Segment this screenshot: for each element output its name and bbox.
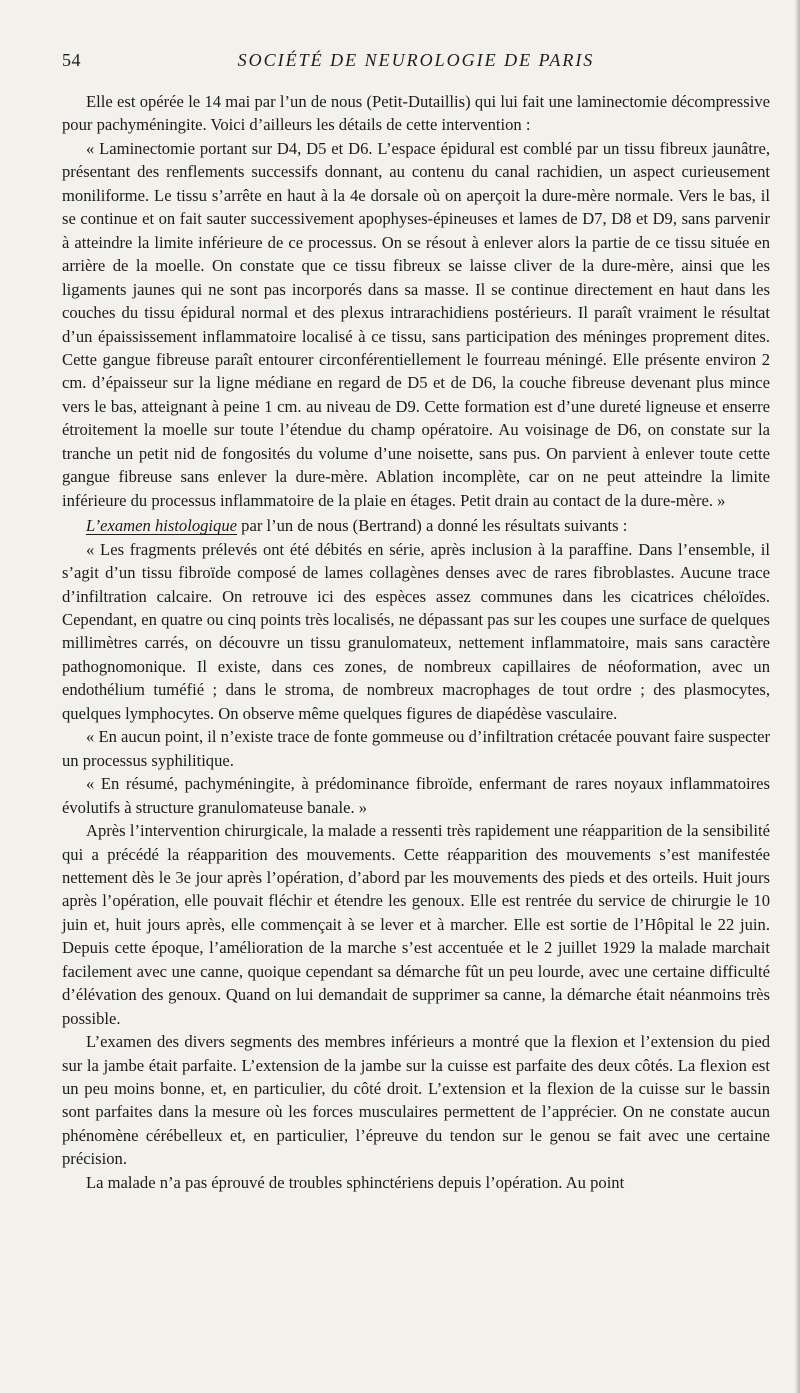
paragraph-limb-examination: L’examen des divers segments des membres inférieurs a montré que la flexion et l’extension du pied sur la jambe était parfaite. L’extension de la jambe sur la cuisse est parfaite des deux côtés. La flexion est un peu moins bonne, et, en particulier, du côté droit. L’extension et la flexion de la cuisse sur le bassin sont parfaites dans la mesure où les forces musculaires permettent de l’apprécier. On ne constate aucun phénomène cérébelleux et, en particulier, l’épreuve du tendon sur le genou se fait avec une certaine précision. xyxy=(62,1032,770,1169)
running-title: SOCIÉTÉ DE NEUROLOGIE DE PARIS xyxy=(237,50,595,70)
paragraph-no-syphilis: « En aucun point, il n’existe trace de fonte gommeuse ou d’infiltration crétacée pouvant faire suspecter un processus syphilitique. xyxy=(62,727,770,770)
paragraph-summary: « En résumé, pachyméningite, à prédominance fibroïde, enfermant de rares noyaux inflammatoires évolutifs à structure granulomateuse banale. » xyxy=(62,774,770,817)
paragraph-histology-intro xyxy=(62,514,770,537)
histology-intro-rest: par l’un de nous (Bertrand) a donné les résultats suivants : xyxy=(237,516,628,536)
histology-lead: L’examen histologique xyxy=(86,516,238,536)
paragraph-sphincter: La malade n’a pas éprouvé de troubles sphinctériens depuis l’opération. Au point xyxy=(86,1172,625,1192)
page-edge-shadow xyxy=(795,0,800,1393)
page-header xyxy=(62,50,770,76)
paragraph-operation-intro: Elle est opérée le 14 mai par l’un de nous (Petit-Dutaillis) qui lui fait une laminectomie décompressive pour pachyméningite. Voici d’ailleurs les détails de cette intervention : xyxy=(62,92,770,135)
paragraph-surgical-report: « Laminectomie portant sur D4, D5 et D6. L’espace épidural est comblé par un tissu fibreux jaunâtre, présentant des renflements successifs donnant, au contenu du canal rachidien, un aspect curieusement moniliforme. Le tissu s’arrête en haut à la 4e dorsale où on aperçoit la dure-mère normale. Vers le bas, il se continue et on fait sauter successivement apophyses-épineuses et lames de D7, D8 et D9, sans parvenir à atteindre la limite inférieure de ce processus. On se résout à enlever alors la partie de ce tissu située en arrière de la moelle. On constate que ce tissu fibreux se laisse cliver de la dure-mère, ainsi que les ligaments jaunes qui ne sont pas incorporés dans sa masse. Il se continue directement en haut dans les couches du tissu épidural normal et des plexus intrarachidiens postérieurs. Il paraît vraiment le résultat d’un épaississement inflammatoire localisé à ce tissu, sans participation des méninges proprement dites. Cette gangue fibreuse paraît entourer circonférentiellement le fourreau méningé. Elle présente environ 2 cm. d’épaisseur sur la ligne médiane en regard de D5 et de D6, la couche fibreuse devenant plus mince vers le bas, atteignant à peine 1 cm. au niveau de D9. Cette formation est d’une dureté ligneuse et enserre étroitement la moelle sur toute l’étendue du champ opératoire. Au voisinage de D6, on constate sur la tranche un petit nid de fongosités du volume d’une noisette, sans pus. On parvient à enlever toute cette gangue fibreuse sans enlever la dure-mère. Ablation incomplète, car on ne peut atteindre la limite inférieure du processus inflammatoire de la plaie en étages. Petit drain au contact de la dure-mère. » xyxy=(62,138,770,510)
page-number: 54 xyxy=(62,50,81,70)
paragraph-histology-findings: « Les fragments prélevés ont été débités en série, après inclusion à la paraffine. Dans l’ensemble, il s’agit d’un tissu fibroïde composé de lames collagènes denses avec de rares fibroblastes. Aucune trace d’infiltration calcaire. On retrouve ici des espèces assez communes dans les cicatrices chéloïdes. Cependant, en quatre ou cinq points très localisés, ne dépassant pas sur les coupes une surface de quelques millimètres carrés, on découvre un tissu granulomateux, nettement inflammatoire, mais sans caractère pathognomonique. Il existe, dans ces zones, de nombreux capillaires de néoformation, avec un endothélium tuméfié ; dans le stroma, de nombreux macrophages de tout ordre ; des plasmocytes, quelques lymphocytes. On observe même quelques figures de diapédèse vasculaire. xyxy=(62,539,770,723)
body-text xyxy=(62,90,770,1194)
paragraph-postoperative-course: Après l’intervention chirurgicale, la malade a ressenti très rapidement une réapparition de la sensibilité qui a précédé la réapparition des mouvements. Cette réapparition des mouvements s’est manifestée nettement dès le 3e jour après l’opération, d’abord par les mouvements des pieds et des orteils. Huit jours après l’opération, elle pouvait fléchir et étendre les genoux. Elle est rentrée du service de chirurgie le 10 juin et, huit jours après, elle commençait à se lever et à marcher. Elle est sortie de l’Hôpital le 22 juin. Depuis cette époque, l’amélioration de la marche s’est accentuée et le 2 juillet 1929 la malade marchait facilement avec une canne, quoique cependant sa démarche fût un peu lourde, avec une certaine difficulté d’élévation des genoux. Quand on lui demandait de supprimer sa canne, la démarche était néanmoins très possible. xyxy=(62,821,770,1028)
